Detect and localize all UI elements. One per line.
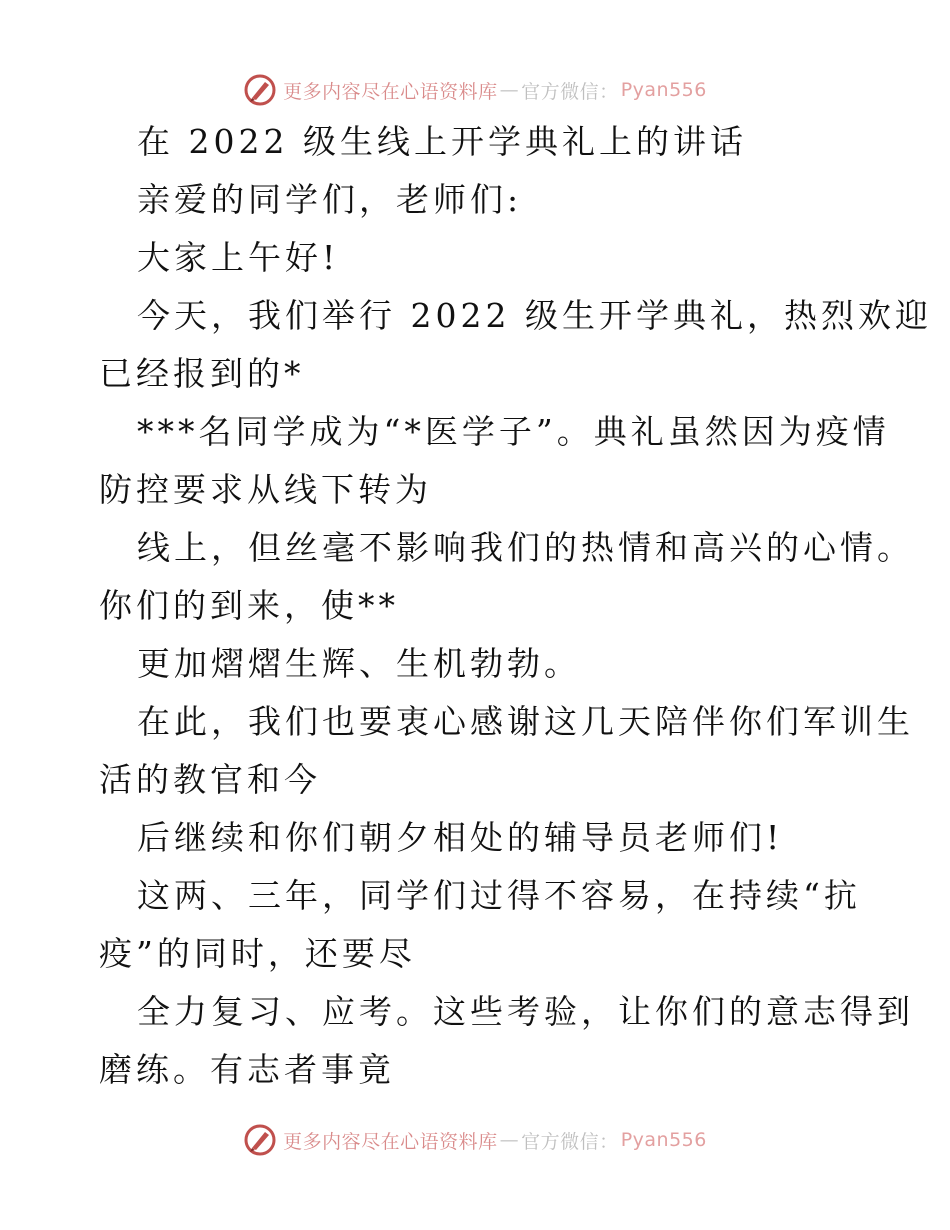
doc-line: 你们的到来，使** bbox=[99, 586, 399, 625]
banner-text: 更多内容尽在心语资料库 bbox=[283, 1130, 498, 1153]
doc-line: 全力复习、应考。这些考验，让你们的意志得到 bbox=[137, 992, 914, 1031]
doc-line: 亲爱的同学们，老师们: bbox=[137, 180, 523, 219]
doc-line: 在此，我们也要衷心感谢这几天陪伴你们军训生 bbox=[137, 702, 914, 741]
banner-dash: — bbox=[499, 1129, 520, 1151]
doc-line: 防控要求从线下转为 bbox=[99, 470, 432, 509]
doc-line: 大家上午好! bbox=[137, 238, 340, 277]
header-watermark-banner bbox=[0, 70, 950, 110]
doc-line: 后继续和你们朝夕相处的辅导员老师们! bbox=[137, 818, 784, 857]
banner-wechat-id: Pyan556 bbox=[620, 79, 707, 101]
doc-title: 在 2022 级生线上开学典礼上的讲话 bbox=[137, 122, 747, 161]
doc-line: 磨练。有志者事竟 bbox=[99, 1050, 395, 1089]
footer-watermark-banner bbox=[0, 1120, 950, 1160]
doc-line: 线上，但丝毫不影响我们的热情和高兴的心情。 bbox=[137, 528, 914, 567]
doc-line: 已经报到的* bbox=[99, 354, 305, 393]
doc-line: 更加熠熠生辉、生机勃勃。 bbox=[137, 644, 581, 683]
doc-line: 这两、三年，同学们过得不容易，在持续“抗 bbox=[137, 876, 861, 915]
doc-line: ***名同学成为“*医学子”。典礼虽然因为疫情 bbox=[137, 412, 890, 451]
pen-logo-icon bbox=[243, 73, 277, 107]
doc-line: 疫”的同时，还要尽 bbox=[99, 934, 416, 973]
doc-line: 活的教官和今 bbox=[99, 760, 321, 799]
banner-label: 官方微信： bbox=[521, 80, 619, 103]
banner-text: 更多内容尽在心语资料库 bbox=[283, 80, 498, 103]
banner-dash: — bbox=[499, 79, 520, 101]
banner-wechat-id: Pyan556 bbox=[620, 1129, 707, 1151]
banner-label: 官方微信： bbox=[521, 1130, 619, 1153]
doc-line: 今天，我们举行 2022 级生开学典礼，热烈欢迎 bbox=[137, 296, 932, 335]
pen-logo-icon bbox=[243, 1123, 277, 1157]
